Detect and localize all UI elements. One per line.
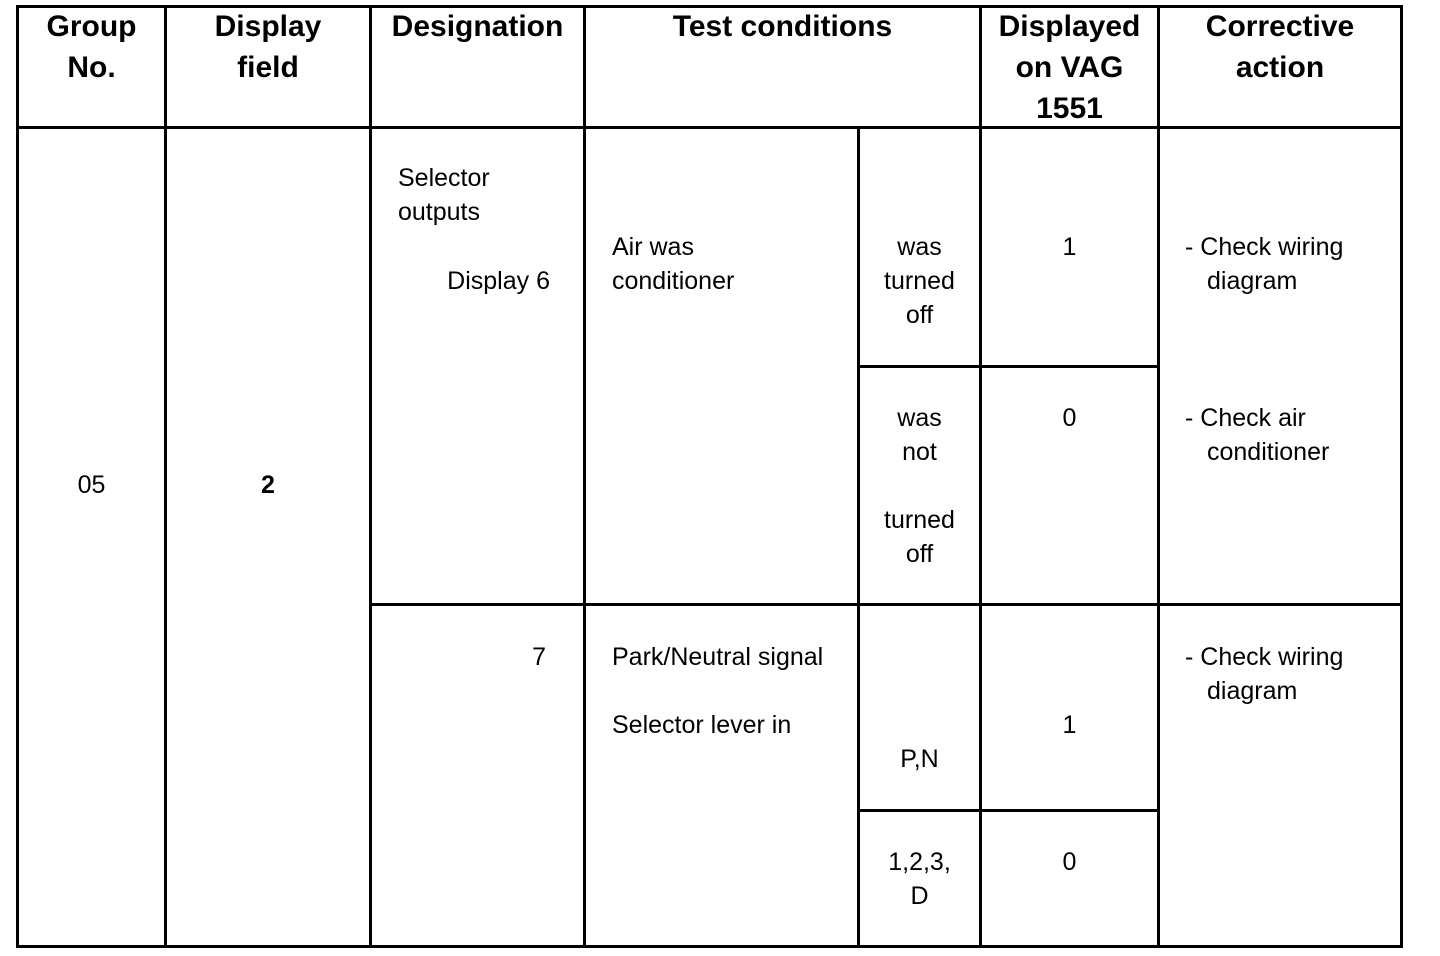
table-border-bottom [16, 945, 1403, 948]
column-divider [583, 5, 586, 948]
header-designation: Designation [391, 10, 564, 43]
state-was-not-turned-off: was not turned off [884, 404, 955, 568]
state-p-n: P,N [900, 745, 939, 773]
state-1-2-3-d: 1,2,3, D [888, 848, 951, 910]
displayed-value: 1 [1062, 233, 1077, 261]
table-border-right [1400, 5, 1403, 948]
header-displayed-on: Displayed on VAG 1551 [998, 10, 1141, 125]
header-corrective-action: Corrective action [1205, 10, 1355, 84]
designation-display-7: 7 [532, 643, 546, 671]
header-group-no: Group No. [46, 10, 137, 84]
action-check-wiring-diagram: - Check wiring diagram [1185, 643, 1344, 705]
group-number: 05 [77, 471, 106, 499]
condition-air-conditioner: Air was conditioner [612, 233, 735, 295]
row-divider [857, 809, 1160, 812]
displayed-value: 0 [1062, 848, 1077, 876]
column-divider [1157, 5, 1160, 948]
displayed-value: 0 [1062, 404, 1077, 432]
designation-display-6: Display 6 [447, 267, 550, 295]
display-field-number: 2 [261, 471, 275, 499]
column-divider [979, 5, 982, 948]
action-check-air-conditioner: - Check air conditioner [1185, 404, 1330, 466]
header-display-field: Display field [214, 10, 322, 84]
displayed-value: 1 [1062, 711, 1077, 739]
action-check-wiring-diagram: - Check wiring diagram [1185, 233, 1344, 295]
state-was-turned-off: was turned off [884, 233, 955, 329]
column-divider [369, 5, 372, 948]
header-divider [16, 126, 1403, 129]
row-divider [857, 365, 1160, 368]
condition-park-neutral-signal: Park/Neutral signal Selector lever in [612, 643, 824, 739]
header-test-conditions: Test conditions [672, 10, 893, 43]
row-divider [369, 603, 1403, 606]
designation-selector-outputs: Selector outputs [398, 164, 490, 226]
